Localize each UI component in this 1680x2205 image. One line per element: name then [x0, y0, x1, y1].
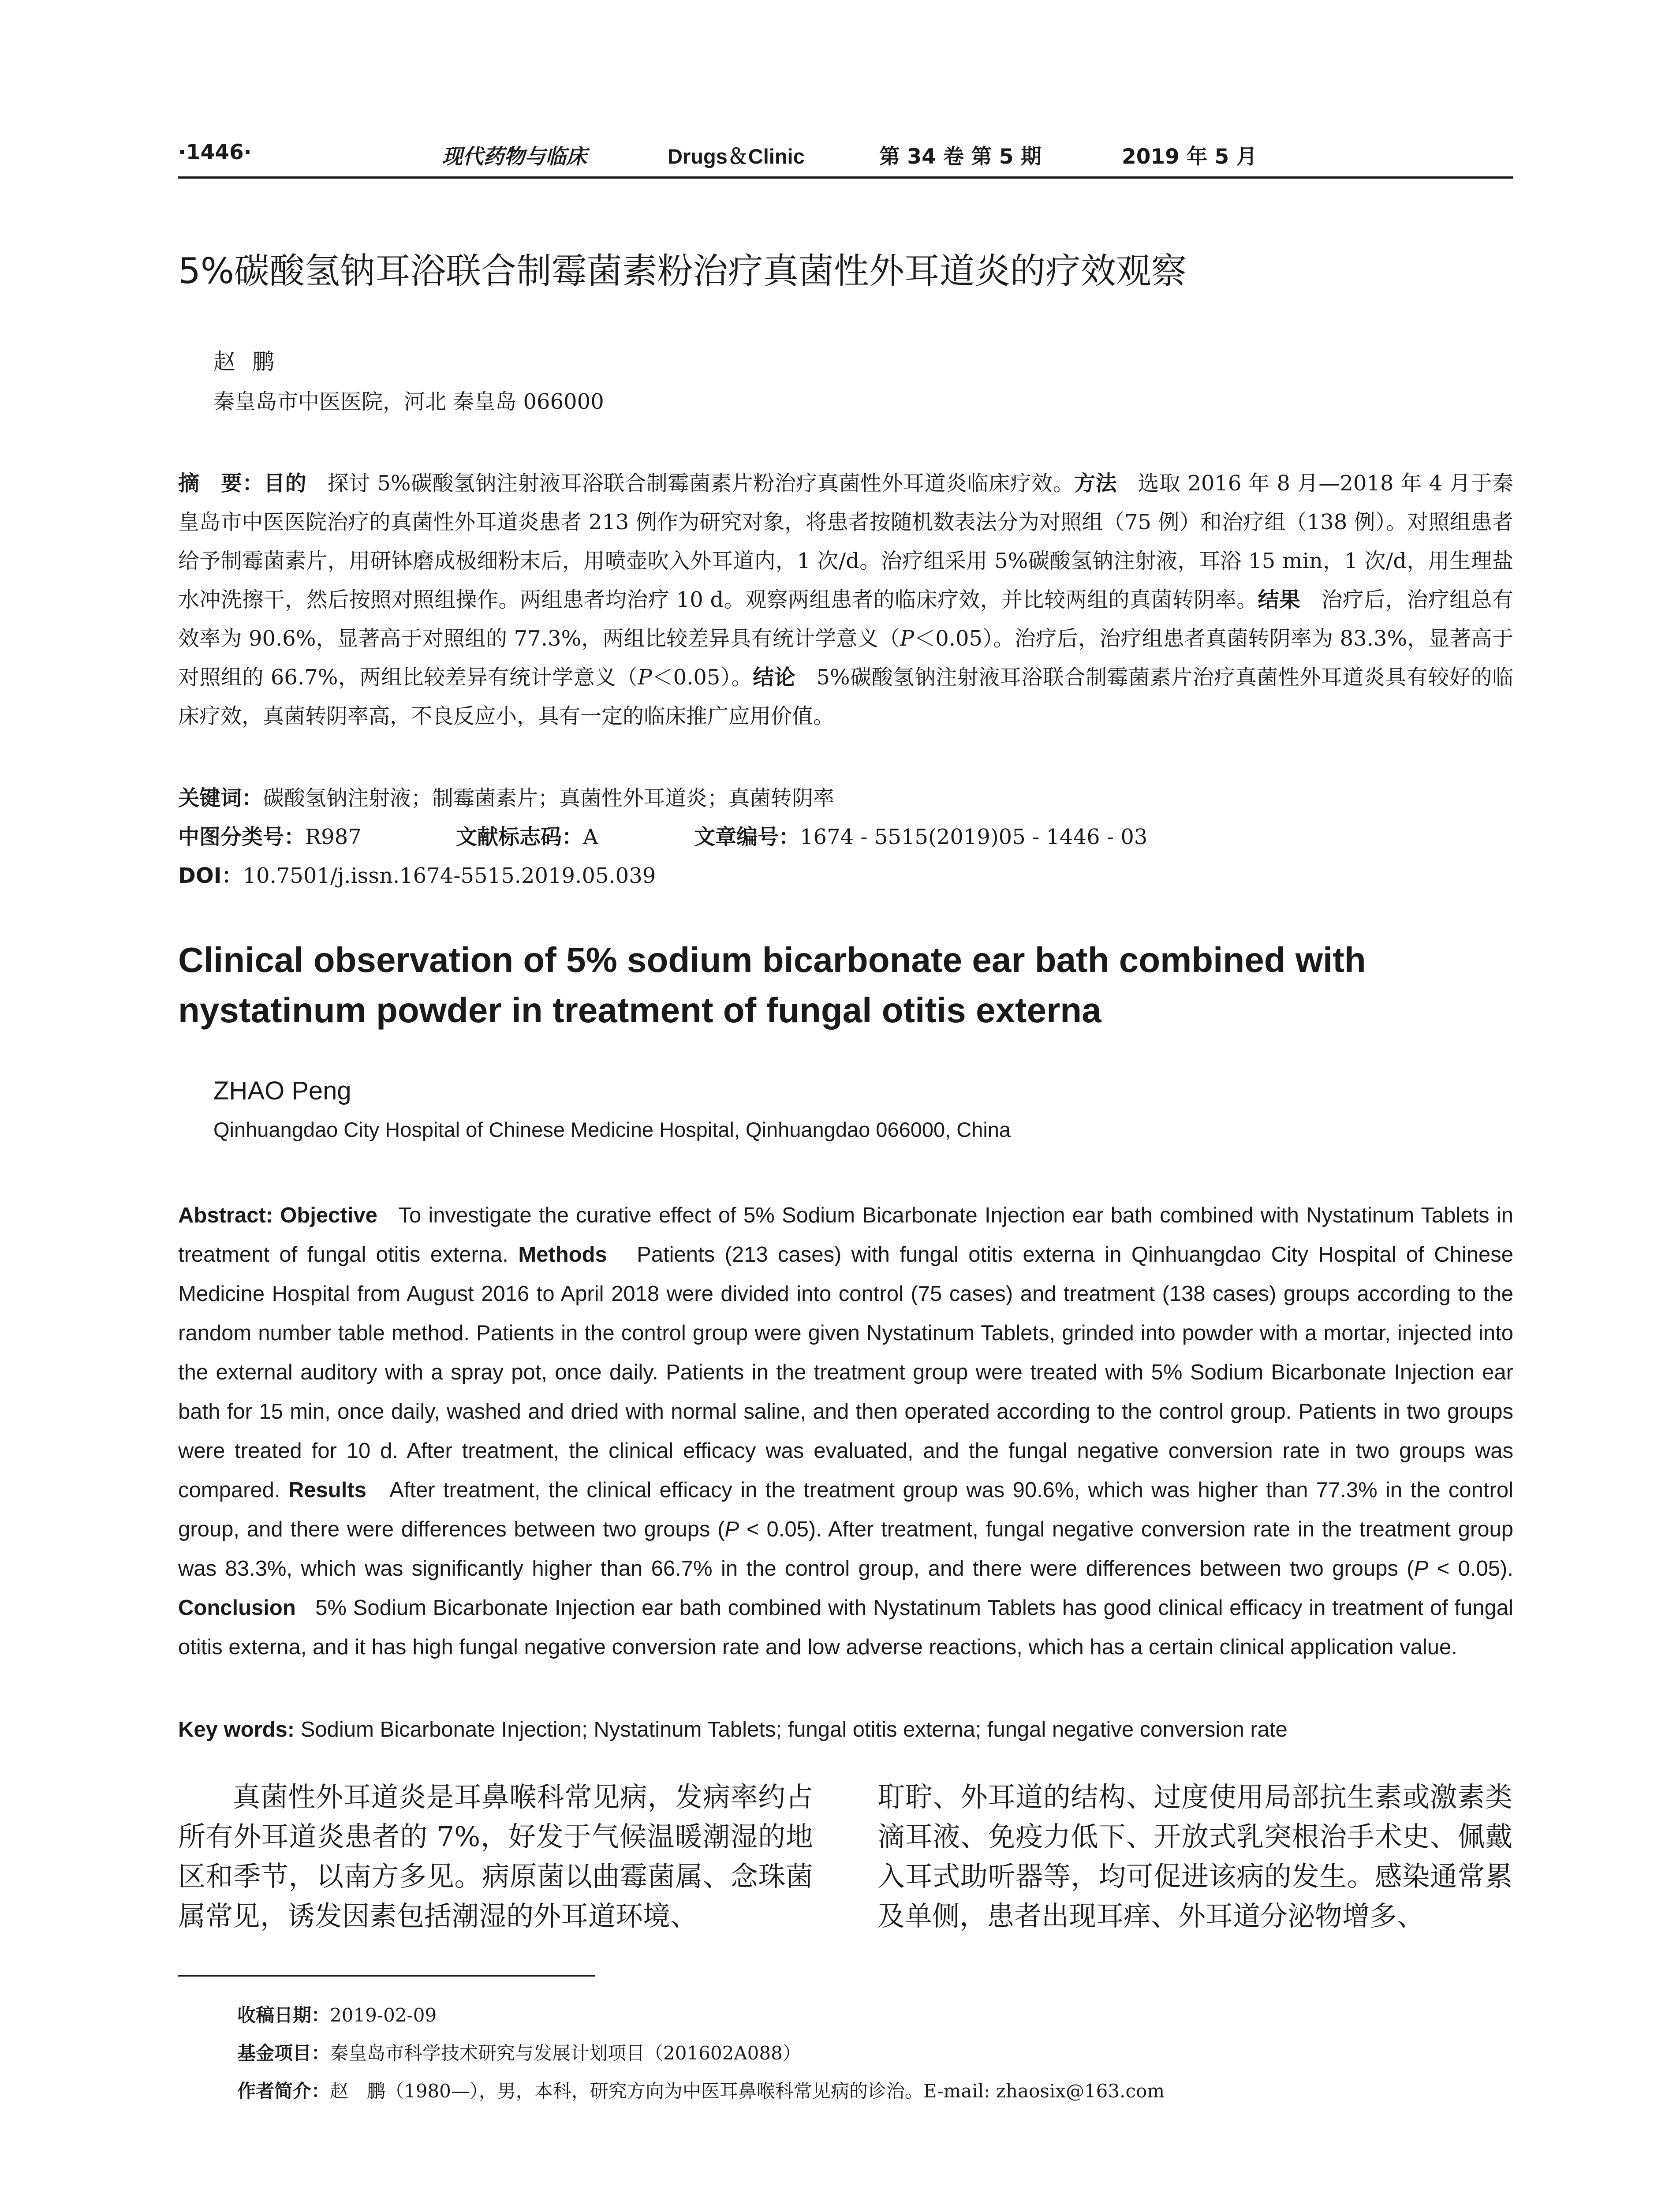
- objective-label: 目的: [264, 471, 307, 496]
- results-label: 结果: [1258, 587, 1301, 612]
- keywords-text: Sodium Bicarbonate Injection; Nystatinum Tablets; fungal otitis externa; fungal negative conversion rate: [300, 1718, 1288, 1742]
- conclusion-text: 5%碳酸氢钠注射液耳浴联合制霉菌素片治疗真菌性外耳道炎具有较好的临床疗效，真菌转阴率高，不良反应小，具有一定的临床推广应用价值。: [178, 665, 1513, 729]
- chinese-keywords: [178, 781, 834, 816]
- issue-date: 2019 年 5 月: [1122, 145, 1257, 169]
- chinese-abstract: [178, 464, 1513, 736]
- page-number: ·1446·: [178, 140, 252, 164]
- journal-name-cn: 现代药物与临床: [442, 145, 587, 169]
- bio-label: 作者简介：: [237, 2080, 330, 2102]
- running-header: [178, 140, 1513, 172]
- body-column-right: 耵聍、外耳道的结构、过度使用局部抗生素或激素类滴耳液、免疫力低下、开放式乳突根治手术史、佩戴入耳式助听器等，均可促进该病的发生。感染通常累及单侧，患者出现耳痒、外耳道分泌物增多、: [877, 1781, 1512, 1932]
- p-symbol: P: [638, 665, 652, 690]
- objective-text: To investigate the curative effect of 5% Sodium Bicarbonate Injection ear bath combined with Nystatinum Tablets in treatment of fungal otitis externa.: [178, 1203, 1513, 1267]
- header-rule: [178, 176, 1513, 179]
- results-text: ＜0.05）。: [652, 665, 753, 690]
- english-keywords: [178, 1710, 1513, 1749]
- chinese-author: 赵鹏: [213, 349, 291, 374]
- english-title: Clinical observation of 5% sodium bicarbonate ear bath combined with nystatinum powder in treatment of fungal otitis externa: [178, 940, 1366, 1030]
- keywords-label: 关键词：: [178, 786, 263, 811]
- article-number-label: 文章编号：: [694, 825, 800, 849]
- keywords-text: 碳酸氢钠注射液；制霉菌素片；真菌性外耳道炎；真菌转阴率: [263, 786, 835, 811]
- conclusion-text: 5% Sodium Bicarbonate Injection ear bath combined with Nystatinum Tablets has good clinical efficacy in treatment of fungal otitis externa, and it has high fungal negative conversion rate and low adverse reactions, which has a certain clinical application value.: [178, 1596, 1514, 1659]
- doc-code: A: [583, 825, 598, 849]
- p-symbol: P: [1414, 1557, 1429, 1581]
- keywords-label: Key words:: [178, 1718, 295, 1742]
- english-abstract: [178, 1196, 1513, 1667]
- results-label: Results: [288, 1478, 366, 1502]
- doi-link[interactable]: 10.7501/j.issn.1674-5515.2019.05.039: [243, 863, 656, 888]
- english-author: ZHAO Peng: [213, 1076, 351, 1105]
- objective-label: Objective: [280, 1203, 377, 1227]
- methods-label: 方法: [1074, 471, 1117, 496]
- doi-label: DOI：: [178, 863, 243, 888]
- abstract-label: 摘 要：: [178, 471, 264, 496]
- classification-line: [178, 819, 1147, 855]
- body-column-left: 真菌性外耳道炎是耳鼻喉科常见病，发病率约占所有外耳道炎患者的 7%，好发于气候温暖潮湿的地区和季节，以南方多见。病原菌以曲霉菌属、念珠菌属常见，诱发因素包括潮湿的外耳道环境、: [178, 1781, 813, 1932]
- objective-text: 探讨 5%碳酸氢钠注射液耳浴联合制霉菌素片粉治疗真菌性外耳道炎临床疗效。: [327, 471, 1075, 496]
- abstract-label: Abstract:: [178, 1203, 273, 1227]
- journal-name-en: Drugs＆Clinic: [668, 145, 805, 168]
- doc-code-label: 文献标志码：: [456, 825, 583, 849]
- footnote-rule: [178, 1975, 595, 1977]
- received-date: 2019-02-09: [330, 2004, 437, 2026]
- received-label: 收稿日期：: [237, 2004, 330, 2026]
- bio-text: 赵 鹏（1980—），男，本科，研究方向为中医耳鼻喉科常见病的诊治。E-mail: zhaosix@163.com: [330, 2080, 1165, 2102]
- conclusion-label: 结论: [753, 665, 796, 690]
- chinese-title: 5%碳酸氢钠耳浴联合制霉菌素粉治疗真菌性外耳道炎的疗效观察: [178, 250, 1187, 292]
- results-text: < 0.05). After treatment, fungal negative conversion rate in the treatment group was 83.3%, which was significantly higher than 66.7% in the control group, and there were differences between two groups (: [178, 1517, 1513, 1581]
- methods-text: 选取 2016 年 8 月—2018 年 4 月于秦皇岛市中医医院治疗的真菌性外耳道炎患者 213 例作为研究对象，将患者按随机数表法分为对照组（75 例）和治疗组（138 例）。对照组患者给予制霉菌素片，用研钵磨成极细粉末后，用喷壶吹入外耳道内，1 次/d。治疗组采用 5%碳酸氢钠注射液，耳浴 15 min，1 次/d，用生理盐水冲洗擦干，然后按照对照组操作。两组患者均治疗 10 d。观察两组患者的临床疗效，并比较两组的真菌转阴率。: [178, 471, 1513, 612]
- results-text: ＜0.05）。治疗后，治疗组患者真菌转阴率为 83.3%，显著高于对照组的 66.7%，两组比较差异有统计学意义（: [178, 626, 1513, 690]
- volume-issue: 第 34 卷 第 5 期: [879, 145, 1042, 169]
- article-number: 1674 - 5515(2019)05 - 1446 - 03: [800, 825, 1148, 849]
- conclusion-label: Conclusion: [178, 1596, 296, 1620]
- results-text: 治疗后，治疗组总有效率为 90.6%，显著高于对照组的 77.3%，两组比较差异具有统计学意义（: [178, 587, 1513, 651]
- footnote-fund: [237, 2040, 801, 2067]
- english-affiliation: Qinhuangdao City Hospital of Chinese Medicine Hospital, Qinhuangdao 066000, China: [213, 1118, 1011, 1141]
- methods-label: Methods: [518, 1243, 607, 1267]
- footnote-received: [237, 2002, 437, 2029]
- footnote-author-bio: [237, 2078, 1165, 2104]
- p-symbol: P: [724, 1517, 739, 1541]
- results-text: < 0.05).: [1428, 1557, 1513, 1581]
- results-text: After treatment, the clinical efficacy in the treatment group was 90.6%, which was higher than 77.3% in the control group, and there were differences between two groups (: [178, 1478, 1513, 1541]
- clc-code: R987: [305, 825, 362, 849]
- doi-line: [178, 858, 656, 893]
- methods-text: Patients (213 cases) with fungal otitis externa in Qinhuangdao City Hospital of Chinese Medicine Hospital from August 2016 to April 2018 were divided into control (75 cases) and treatment (138 cases) groups according to the random number table method. Patients in the control group were given Nystatinum Tablets, grinded into powder with a mortar, injected into the external auditory with a spray pot, once daily. Patients in the treatment group were treated with 5% Sodium Bicarbonate Injection ear bath for 15 min, once daily, washed and dried with normal saline, and then operated according to the control group. Patients in two groups were treated for 10 d. After treatment, the clinical efficacy was evaluated, and the fungal negative conversion rate in two groups was compared.: [178, 1243, 1513, 1502]
- fund-label: 基金项目：: [237, 2042, 330, 2064]
- chinese-affiliation: 秦皇岛市中医医院，河北 秦皇岛 066000: [213, 389, 604, 414]
- fund-text: 秦皇岛市科学技术研究与发展计划项目（201602A088）: [330, 2042, 801, 2064]
- clc-label: 中图分类号：: [178, 825, 306, 849]
- p-symbol: P: [900, 626, 915, 651]
